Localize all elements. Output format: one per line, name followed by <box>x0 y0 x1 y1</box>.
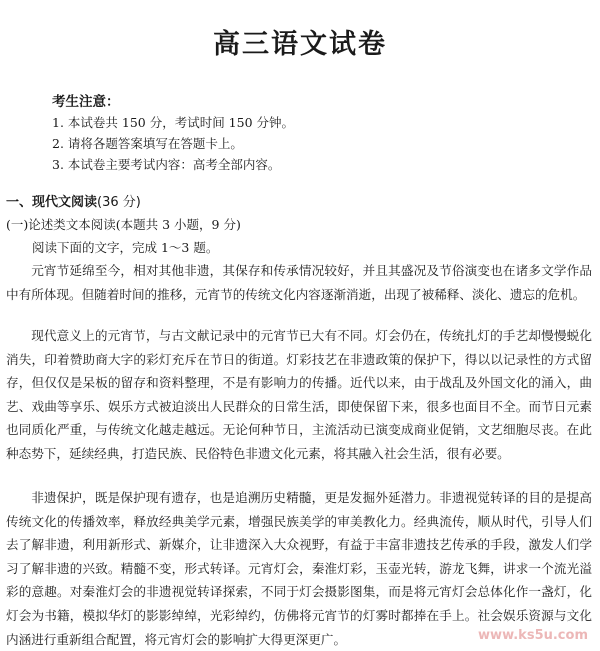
page-title: 高三语文试卷 <box>213 29 387 60</box>
subsection-heading: (一)论述类文本阅读(本题共 3 小题，9 分) <box>6 217 241 232</box>
section-heading <box>6 191 141 210</box>
passage-paragraph: 现代意义上的元宵节，与古文献记录中的元宵节已大有不同。灯会仍在，传统扎灯的手艺却慢慢蜕化消失，印着赞助商大字的彩灯充斥在节日的街道。灯彩技艺在非遗政策的保护下，得以以记录性的方式留存，但仅仅是呆板的留存和资料整理，不是有影响力的传播。近代以来，由于战乱及外国文化的涌入，曲艺、戏曲等享乐、娱乐方式被迫淡出人民群众的日常生活，即使保留下来，很多也面目不全。而节日元素也同质化严重，与传统文化越走越远。无论何种节日，主流活动已演变成商业促销，文艺细胞尽丧。在此种态势下，延续经典，打造民族、民俗特色非遗文化元素，将其融入社会生活，很有必要。 <box>6 328 592 461</box>
passage-paragraph: 元宵节延绵至今，相对其他非遗，其保存和传承情况较好，并且其盛况及节俗演变也在诸多文学作品中有所体现。但随着时间的推移，元宵节的传统文化内容逐渐消逝，出现了被稀释、淡化、遗忘的危机。 <box>6 263 592 302</box>
notice-item: 1. 本试卷共 150 分，考试时间 150 分钟。 <box>52 115 295 130</box>
notice-heading: 考生注意： <box>52 94 120 110</box>
notice-item: 2. 请将各题答案填写在答题卡上。 <box>52 136 243 151</box>
reading-instruction: 阅读下面的文字，完成 1～3 题。 <box>32 240 219 255</box>
passage-paragraph: 非遗保护，既是保护现有遗存，也是追溯历史精髓，更是发掘外延潜力。非遗视觉转译的目的是提高传统文化的传播效率，释放经典美学元素，增强民族美学的审美教化力。经典流传，顺从时代，引导人们去了解非遗，利用新形式、新媒介，让非遗深入大众视野，有益于丰富非遗技艺传承的手段，激发人们学习了解非遗的兴致。精髓不变，形式转译。元宵灯会，秦淮灯彩，玉壶光转，游龙飞舞，讲求一个流光溢彩的意趣。对秦淮灯会的非遗视觉转译探索，不同于灯会摄影图集，而是将元宵灯会总体化作一盏灯，化灯会为书籍，模拟华灯的影影绰绰，光彩绰约，仿佛将元宵节的灯雾时都捧在手上。社会娱乐资源与文化内涵进行重新组合配置，将元宵灯会的影响扩大得更深更广。 <box>6 490 592 647</box>
section-points: (36 分) <box>97 195 141 210</box>
watermark: www.ks5u.com <box>478 628 588 643</box>
section-title: 一、现代文阅读 <box>6 195 98 210</box>
notice-item: 3. 本试卷主要考试内容：高考全部内容。 <box>52 157 281 172</box>
